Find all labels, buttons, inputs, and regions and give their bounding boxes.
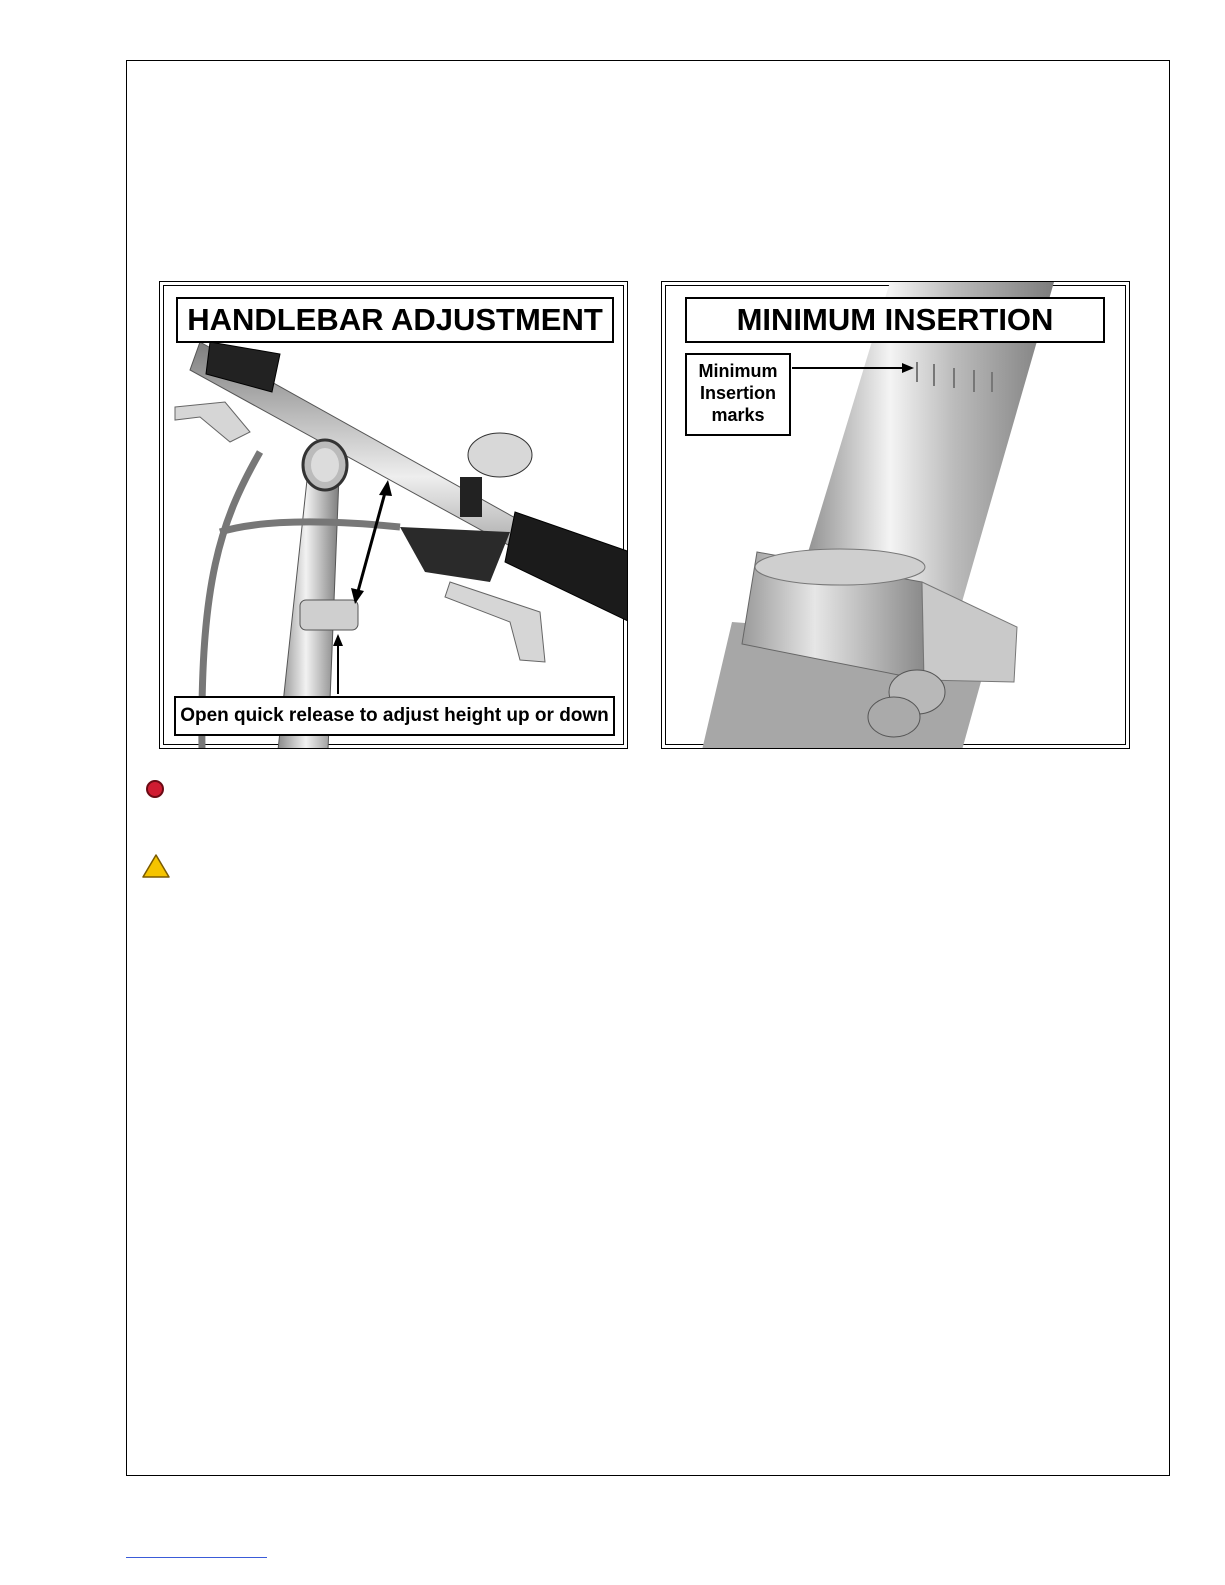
quick-release-caption: Open quick release to adjust height up or down [174, 696, 615, 736]
caution-triangle-icon [141, 853, 171, 879]
footer-link-rule [126, 1557, 267, 1558]
minimum-insertion-title: MINIMUM INSERTION [685, 297, 1105, 343]
handlebar-adjustment-title: HANDLEBAR ADJUSTMENT [176, 297, 614, 343]
page-frame [126, 60, 1170, 1476]
insertion-marks-label: Minimum Insertion marks [685, 353, 791, 436]
handlebar-adjustment-figure [159, 281, 628, 749]
stop-circle-icon [146, 780, 164, 798]
minimum-insertion-figure [661, 281, 1130, 749]
handlebar-photo [160, 282, 628, 749]
